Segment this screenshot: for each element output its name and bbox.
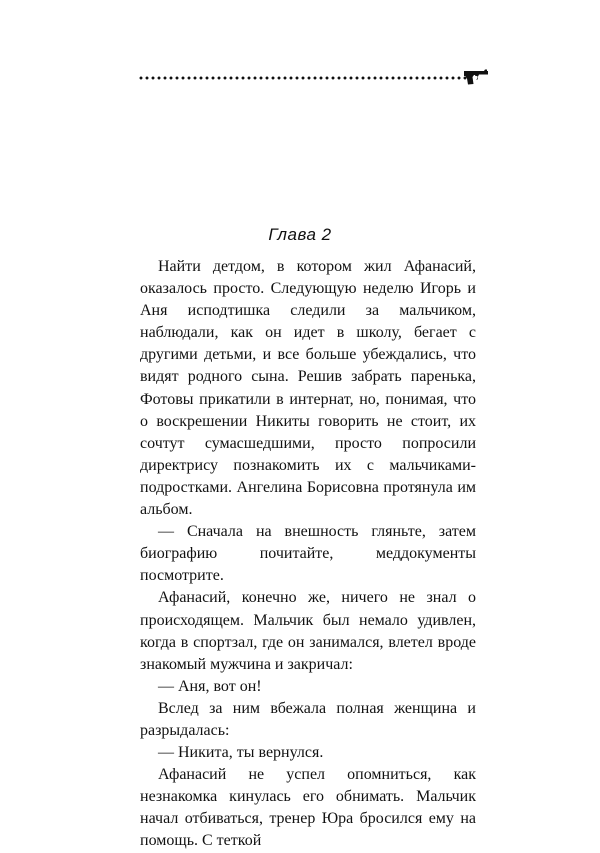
paragraph: Афанасий не успел опомниться, как незнакомка кинулась его обнимать. Мальчик начал отбиваться, тренер Юра бросился ему на помощь. С теткой xyxy=(140,766,476,850)
paragraph: Афанасий, конечно же, ничего не знал о происходящем. Мальчик был немало удивлен, когда в спортзал, где он занимался, влетел вроде знакомый мужчина и закричал: xyxy=(140,589,476,673)
body-text xyxy=(140,256,476,853)
header-dotted-rule xyxy=(138,74,478,82)
paragraph: — Аня, вот он! xyxy=(158,677,262,695)
chapter-title: Глава 2 xyxy=(268,225,332,244)
paragraph: Вслед за ним вбежала полная женщина и разрыдалась: xyxy=(140,699,476,739)
revolver-icon xyxy=(462,68,490,86)
paragraph: — Никита, ты вернулся. xyxy=(158,744,324,762)
dotted-line xyxy=(138,76,478,80)
paragraph: — Сначала на внешность гляньте, затем биографию почитайте, меддокументы посмотрите. xyxy=(140,523,476,585)
paragraph: Найти детдом, в котором жил Афанасий, оказалось просто. Следующую неделю Игорь и Аня исподтишка следили за мальчиком, наблюдали, как он идет в школу, бегает с другими детьми, и все больше убеждались, что видят родного сына. Решив забрать паренька, Фотовы прикатили в интернат, но, понимая, что о воскрешении Никиты говорить не стоит, их сочтут сумасшедшими, просто попросили директрису познакомить их с мальчиками-подростками. Ангелина Борисовна протянула им альбом. xyxy=(140,258,476,519)
